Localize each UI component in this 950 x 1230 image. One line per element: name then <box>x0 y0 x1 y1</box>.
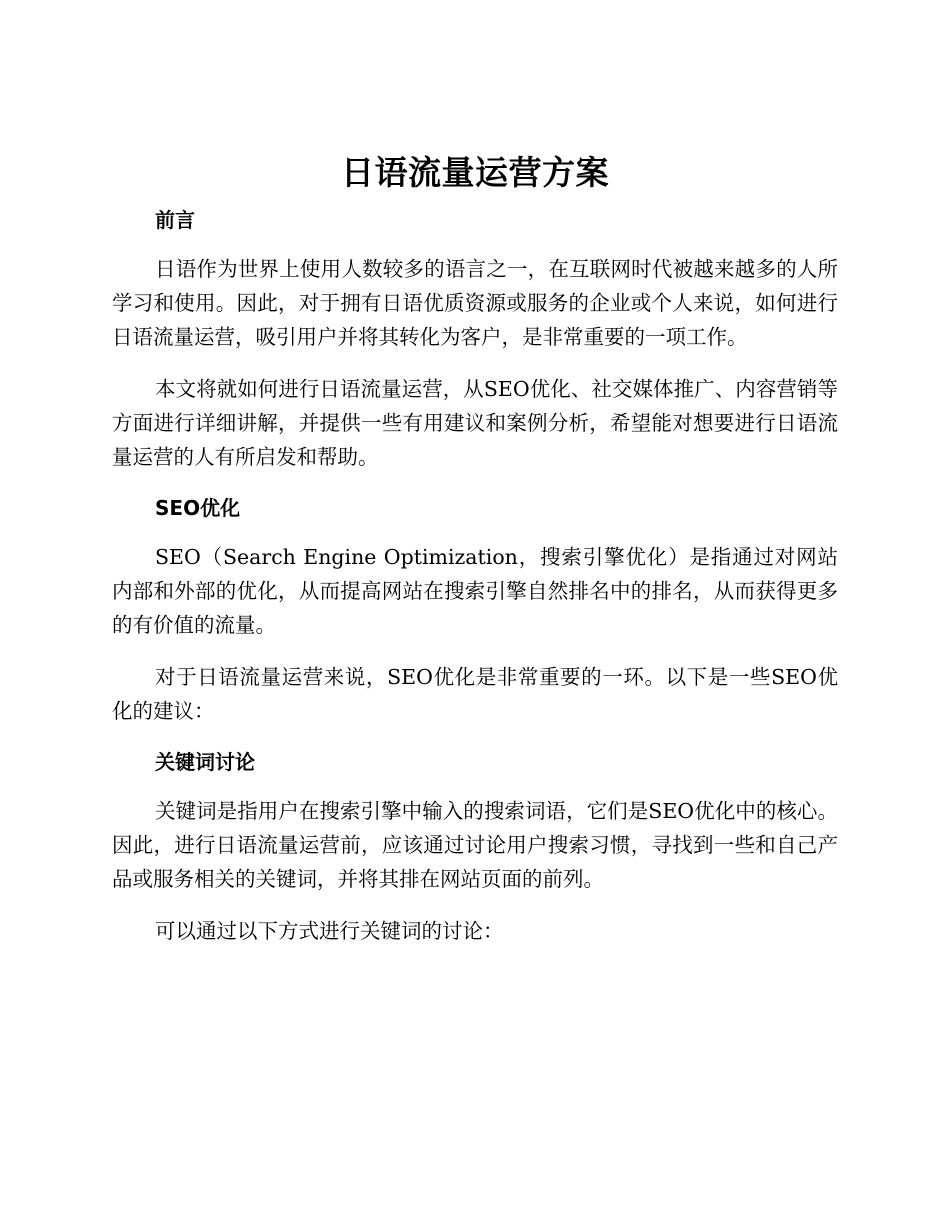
paragraph-preface-2: 本文将就如何进行日语流量运营，从SEO优化、社交媒体推广、内容营销等方面进行详细讲解，并提供一些有用建议和案例分析，希望能对想要进行日语流量运营的人有所启发和帮助。 <box>112 377 838 469</box>
paragraph-keywords-1: 关键词是指用户在搜索引擎中输入的搜索词语，它们是SEO优化中的核心。因此，进行日语流量运营前，应该通过讨论用户搜索习惯，寻找到一些和自己产品或服务相关的关键词，并将其排在网站页面的前列。 <box>112 799 838 891</box>
paragraph-keywords-2: 可以通过以下方式进行关键词的讨论： <box>155 919 504 943</box>
paragraph-seo-2: 对于日语流量运营来说，SEO优化是非常重要的一环。以下是一些SEO优化的建议： <box>112 665 838 723</box>
document-page <box>112 150 838 948</box>
section-heading-seo: SEO优化 <box>155 496 241 520</box>
paragraph-preface-1: 日语作为世界上使用人数较多的语言之一，在互联网时代被越来越多的人所学习和使用。因此，对于拥有日语优质资源或服务的企业或个人来说，如何进行日语流量运营，吸引用户并将其转化为客户，是非常重要的一项工作。 <box>112 257 838 349</box>
section-heading-keywords: 关键词讨论 <box>155 750 255 774</box>
paragraph-seo-1: SEO（Search Engine Optimization，搜索引擎优化）是指通过对网站内部和外部的优化，从而提高网站在搜索引擎自然排名中的排名，从而获得更多的有价值的流量。 <box>112 545 838 637</box>
document-title: 日语流量运营方案 <box>341 153 609 192</box>
section-heading-preface: 前言 <box>155 208 195 232</box>
